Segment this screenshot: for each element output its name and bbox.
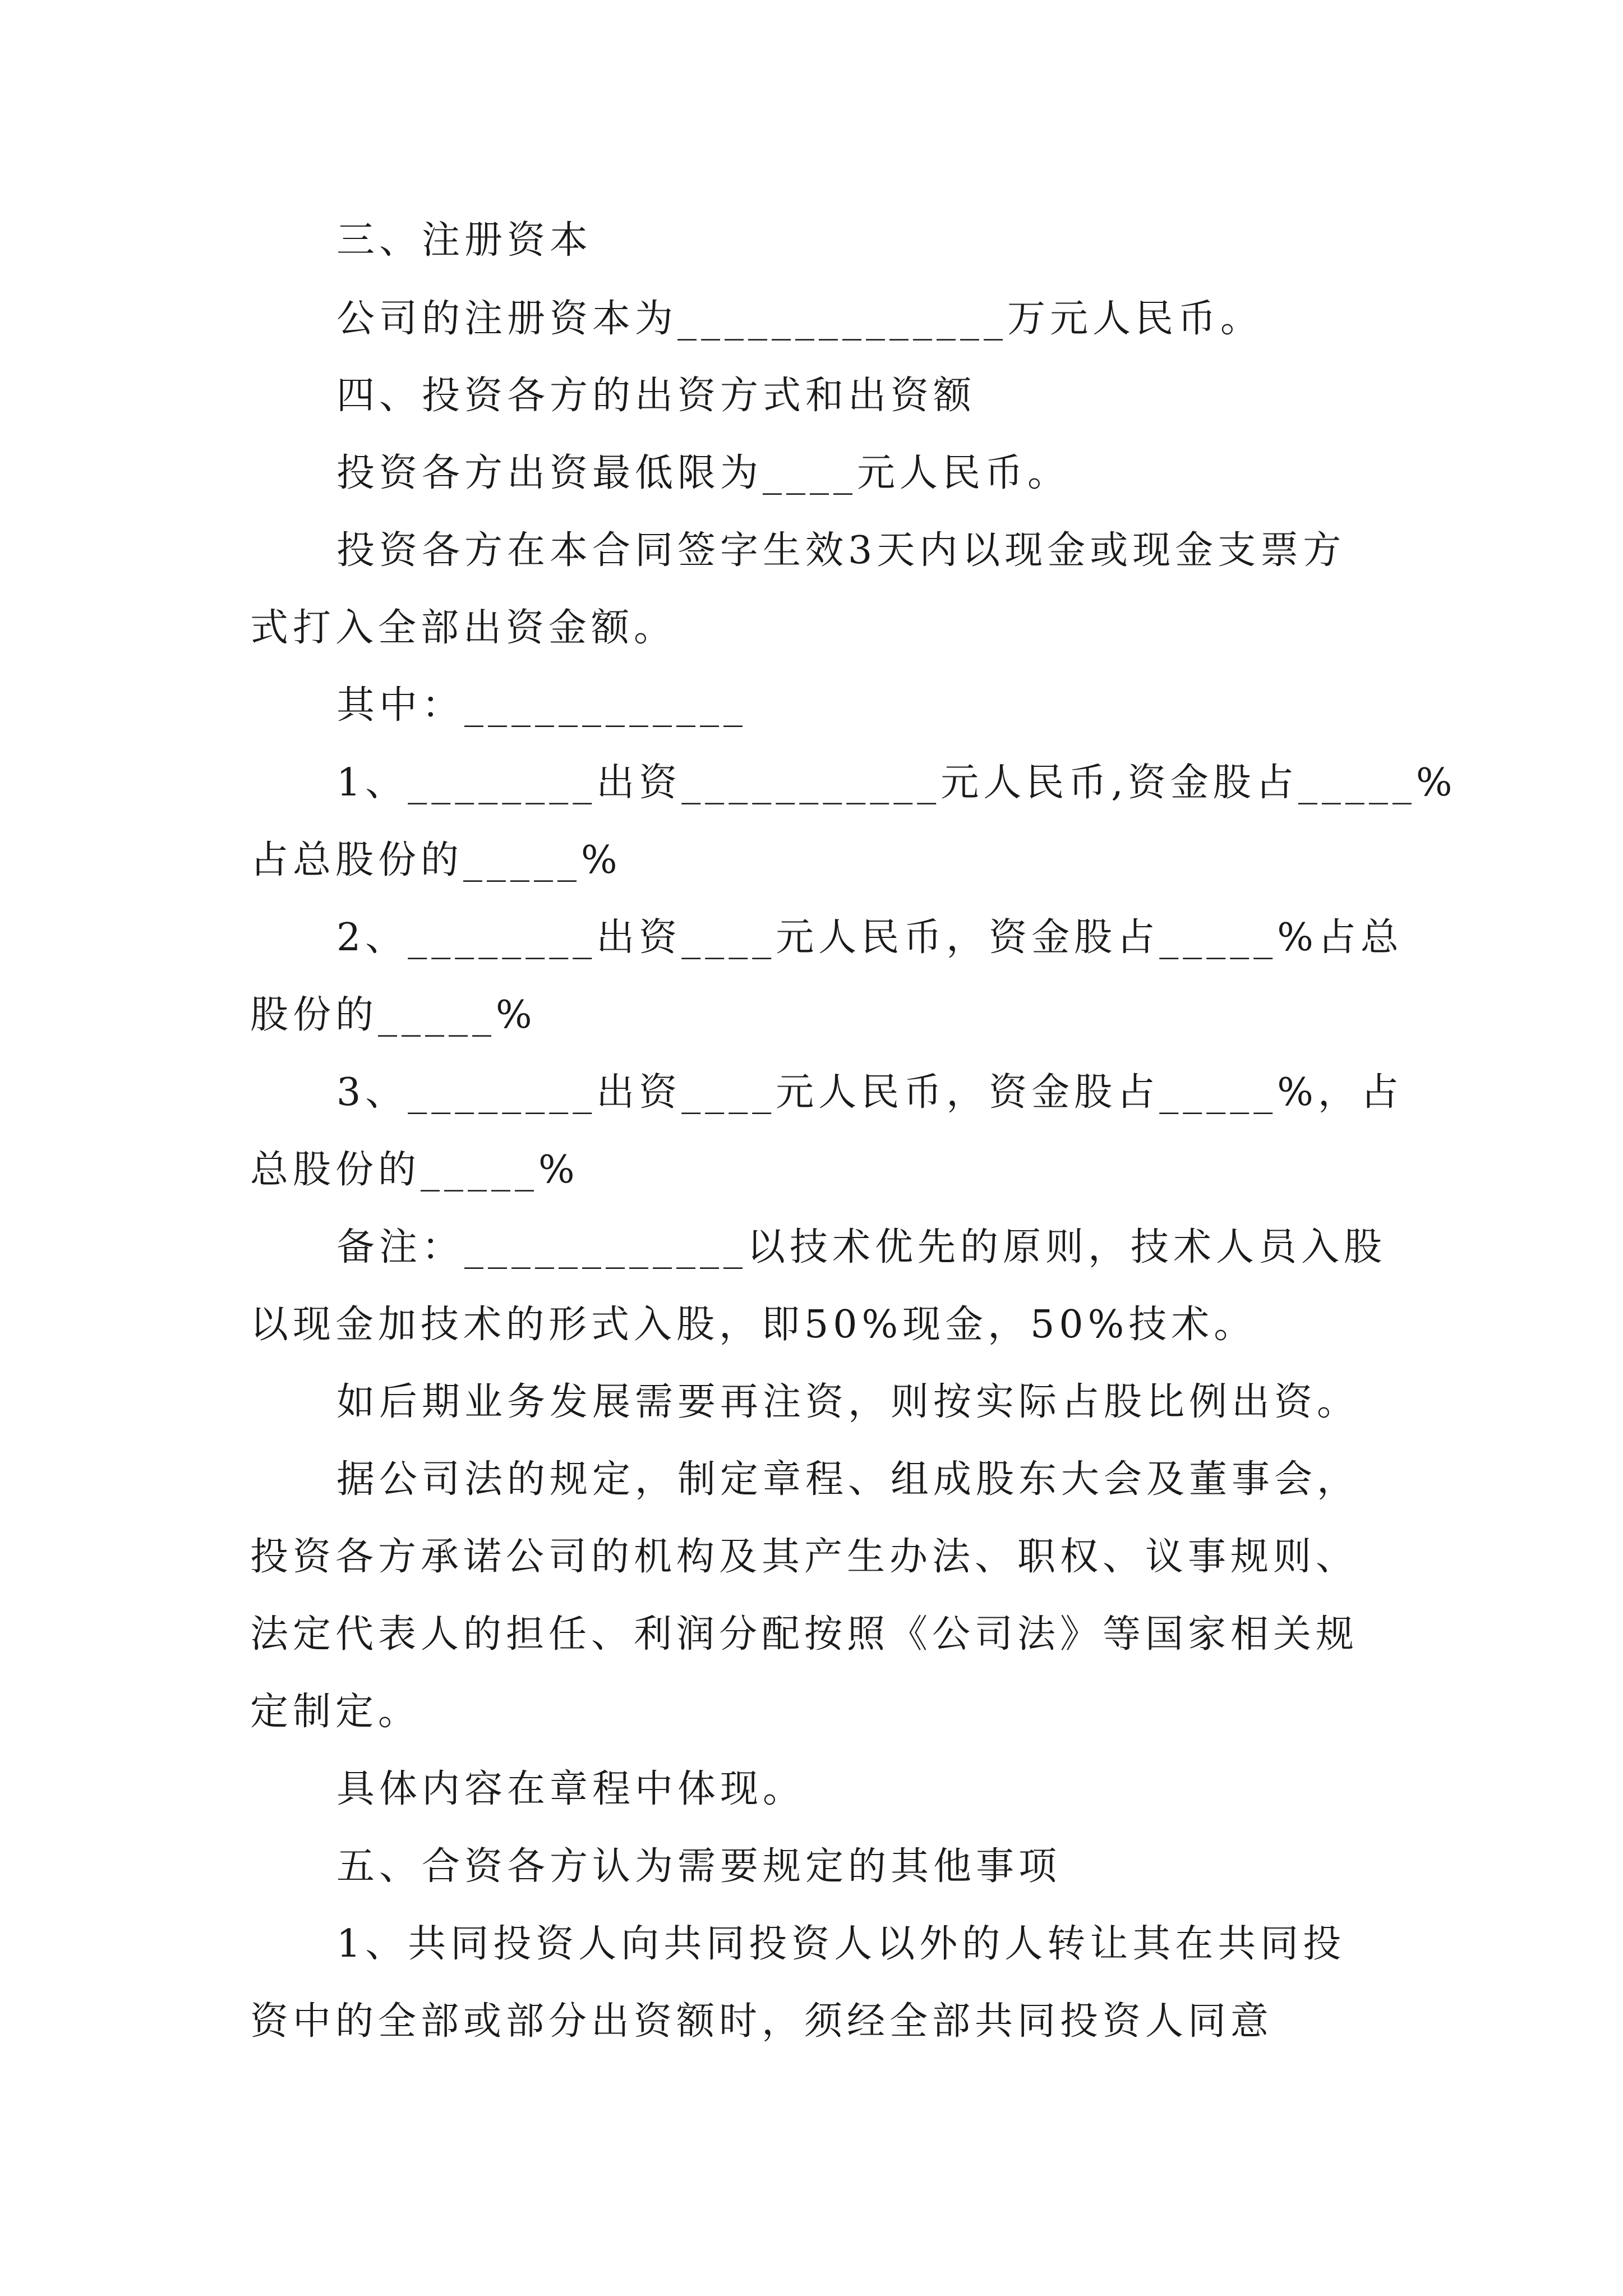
heading-other-matters: 五、合资各方认为需要规定的其他事项 bbox=[336, 1844, 1062, 1889]
list-item: 2、________出资____元人民币，资金股占_____%占总 bbox=[336, 915, 1403, 960]
paragraph-line: 法定代表人的担任、利润分配按照《公司法》等国家相关规 bbox=[250, 1612, 1359, 1657]
paragraph-line: 占总股份的_____% bbox=[250, 838, 622, 882]
paragraph-line: 其中：____________ bbox=[336, 683, 748, 728]
paragraph-line: 式打入全部出资金额。 bbox=[250, 606, 677, 650]
paragraph-line: 总股份的_____% bbox=[250, 1148, 579, 1192]
heading-contribution: 四、投资各方的出资方式和出资额 bbox=[336, 374, 976, 418]
paragraph-line: 投资各方出资最低限为____元人民币。 bbox=[336, 451, 1071, 495]
heading-registered-capital: 三、注册资本 bbox=[336, 218, 593, 263]
paragraph-line: 具体内容在章程中体现。 bbox=[336, 1767, 806, 1811]
paragraph-line: 资中的全部或部分出资额时，须经全部共同投资人同意 bbox=[250, 1999, 1274, 2044]
paragraph-line: 备注：____________以技术优先的原则，技术人员入股 bbox=[336, 1225, 1387, 1269]
paragraph-line: 以现金加技术的形式入股，即50%现金，50%技术。 bbox=[250, 1303, 1257, 1347]
paragraph-line: 投资各方在本合同签字生效3天内以现金或现金支票方 bbox=[336, 528, 1346, 573]
paragraph-line: 股份的_____% bbox=[250, 993, 537, 1037]
paragraph-line: 定制定。 bbox=[250, 1690, 421, 1734]
list-item: 1、________出资___________元人民币,资金股占_____% bbox=[336, 761, 1457, 805]
paragraph-line: 据公司法的规定，制定章程、组成股东大会及董事会， bbox=[336, 1457, 1360, 1502]
paragraph-line: 公司的注册资本为______________万元人民币。 bbox=[336, 297, 1264, 341]
paragraph-line: 如后期业务发展需要再注资，则按实际占股比例出资。 bbox=[336, 1380, 1360, 1424]
list-item: 3、________出资____元人民币，资金股占_____%，占 bbox=[336, 1070, 1403, 1115]
paragraph-line: 投资各方承诺公司的机构及其产生办法、职权、议事规则、 bbox=[250, 1535, 1359, 1579]
list-item: 1、共同投资人向共同投资人以外的人转让其在共同投 bbox=[336, 1922, 1346, 1966]
